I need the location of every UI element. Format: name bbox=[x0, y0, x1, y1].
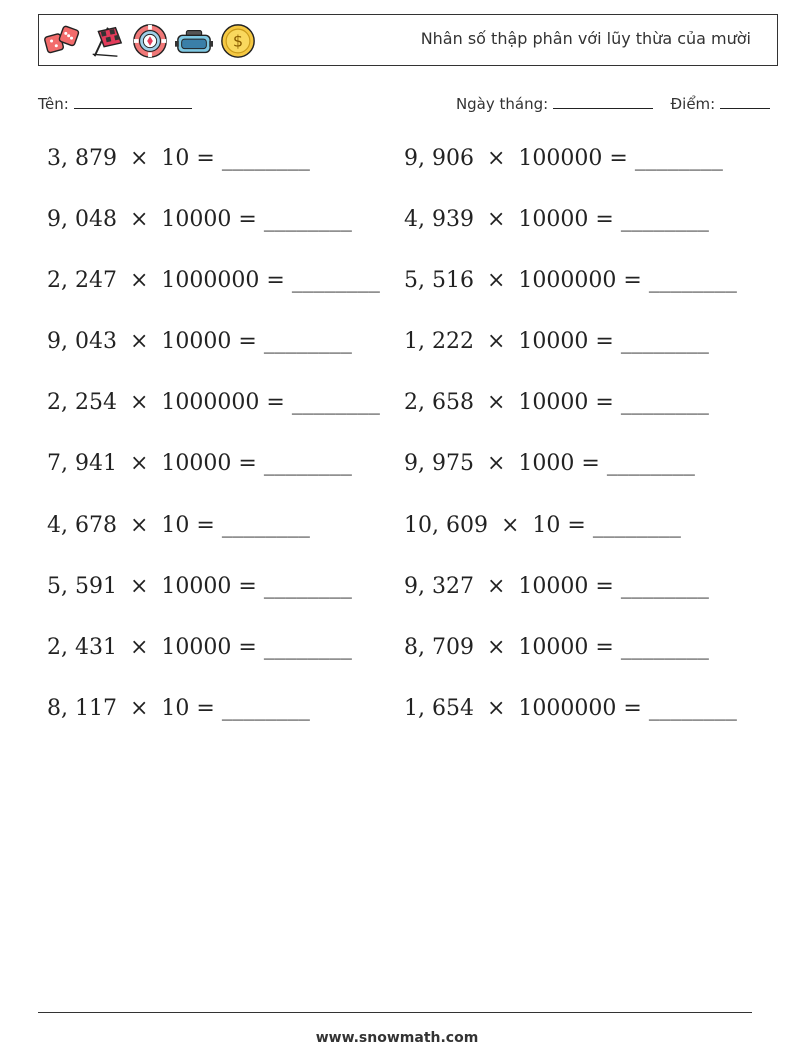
equals-symbol: = bbox=[595, 634, 614, 660]
equals-symbol: = bbox=[595, 390, 614, 416]
problem-left bbox=[47, 513, 310, 538]
equals-symbol: = bbox=[196, 146, 215, 171]
coin-icon bbox=[219, 22, 257, 60]
problem-right bbox=[404, 329, 709, 354]
decimal-value: 4, 939 bbox=[404, 207, 474, 233]
power-of-ten: 10000 bbox=[518, 390, 589, 416]
problem-right bbox=[404, 207, 709, 232]
decimal-value: 9, 327 bbox=[404, 573, 474, 599]
decimal-value: 2, 247 bbox=[47, 268, 117, 294]
answer-blank[interactable]: ________ bbox=[648, 268, 737, 294]
problem-left bbox=[47, 146, 310, 171]
power-of-ten: 10000 bbox=[161, 329, 232, 355]
power-of-ten: 100000 bbox=[518, 146, 603, 171]
answer-blank[interactable]: ________ bbox=[291, 390, 380, 416]
times-symbol: × bbox=[486, 146, 506, 171]
equals-symbol: = bbox=[196, 695, 215, 721]
power-of-ten: 1000 bbox=[518, 451, 575, 477]
problem-left bbox=[47, 268, 380, 293]
worksheet-header bbox=[38, 14, 778, 66]
answer-blank[interactable]: ________ bbox=[606, 451, 695, 477]
date-blank[interactable] bbox=[553, 94, 653, 109]
times-symbol: × bbox=[129, 695, 149, 721]
problem-row bbox=[0, 629, 794, 690]
problem-row bbox=[0, 323, 794, 384]
times-symbol: × bbox=[486, 451, 506, 477]
decimal-value: 1, 222 bbox=[404, 329, 474, 355]
decimal-value: 2, 658 bbox=[404, 390, 474, 416]
date-score-fields bbox=[456, 94, 770, 113]
decimal-value: 9, 906 bbox=[404, 146, 474, 171]
problem-row bbox=[0, 507, 794, 568]
power-of-ten: 10000 bbox=[518, 573, 589, 599]
times-symbol: × bbox=[500, 512, 520, 538]
answer-blank[interactable]: ________ bbox=[634, 146, 723, 171]
power-of-ten: 1000000 bbox=[161, 390, 260, 416]
problem-right bbox=[404, 696, 737, 721]
power-of-ten: 10000 bbox=[518, 634, 589, 660]
equals-symbol: = bbox=[238, 207, 257, 233]
answer-blank[interactable]: ________ bbox=[620, 390, 709, 416]
decimal-value: 10, 609 bbox=[404, 512, 488, 538]
equals-symbol: = bbox=[238, 573, 257, 599]
decimal-value: 4, 678 bbox=[47, 512, 117, 538]
times-symbol: × bbox=[129, 451, 149, 477]
problem-left bbox=[47, 451, 352, 476]
racing-flag-icon bbox=[87, 22, 125, 60]
equals-symbol: = bbox=[567, 512, 586, 538]
problem-row bbox=[0, 690, 794, 751]
answer-blank[interactable]: ________ bbox=[221, 512, 310, 538]
dice-icon bbox=[43, 22, 81, 60]
problem-left bbox=[47, 635, 352, 660]
times-symbol: × bbox=[486, 329, 506, 355]
times-symbol: × bbox=[486, 268, 506, 294]
decimal-value: 1, 654 bbox=[404, 695, 474, 721]
power-of-ten: 10 bbox=[161, 695, 190, 721]
equals-symbol: = bbox=[581, 451, 600, 477]
answer-blank[interactable]: ________ bbox=[291, 268, 380, 294]
answer-blank[interactable]: ________ bbox=[648, 695, 737, 721]
equals-symbol: = bbox=[623, 268, 642, 294]
power-of-ten: 10000 bbox=[161, 634, 232, 660]
name-label: Tên: bbox=[38, 95, 69, 113]
vr-headset-icon bbox=[175, 22, 213, 60]
times-symbol: × bbox=[129, 512, 149, 538]
equals-symbol: = bbox=[238, 451, 257, 477]
name-field bbox=[38, 94, 192, 113]
score-blank[interactable] bbox=[720, 94, 770, 109]
answer-blank[interactable]: ________ bbox=[263, 329, 352, 355]
decimal-value: 5, 591 bbox=[47, 573, 117, 599]
problem-right bbox=[404, 574, 709, 599]
times-symbol: × bbox=[129, 207, 149, 233]
answer-blank[interactable]: ________ bbox=[620, 329, 709, 355]
footer-divider bbox=[38, 1012, 752, 1013]
problem-row bbox=[0, 568, 794, 629]
problem-left bbox=[47, 329, 352, 354]
equals-symbol: = bbox=[266, 390, 285, 416]
power-of-ten: 1000000 bbox=[161, 268, 260, 294]
power-of-ten: 10 bbox=[532, 512, 561, 538]
times-symbol: × bbox=[486, 695, 506, 721]
problem-row bbox=[0, 201, 794, 262]
problem-row bbox=[0, 384, 794, 445]
equals-symbol: = bbox=[595, 329, 614, 355]
name-blank[interactable] bbox=[74, 94, 192, 109]
power-of-ten: 10000 bbox=[161, 207, 232, 233]
power-of-ten: 10000 bbox=[161, 573, 232, 599]
decimal-value: 2, 254 bbox=[47, 390, 117, 416]
equals-symbol: = bbox=[595, 573, 614, 599]
times-symbol: × bbox=[129, 573, 149, 599]
power-of-ten: 10 bbox=[161, 146, 190, 171]
power-of-ten: 1000000 bbox=[518, 268, 617, 294]
decimal-value: 8, 709 bbox=[404, 634, 474, 660]
problem-right bbox=[404, 268, 737, 293]
answer-blank[interactable]: ________ bbox=[221, 695, 310, 721]
answer-blank[interactable]: ________ bbox=[263, 573, 352, 599]
times-symbol: × bbox=[486, 634, 506, 660]
times-symbol: × bbox=[129, 390, 149, 416]
decimal-value: 5, 516 bbox=[404, 268, 474, 294]
power-of-ten: 1000000 bbox=[518, 695, 617, 721]
svg-text:$: $ bbox=[232, 31, 244, 51]
equals-symbol: = bbox=[238, 329, 257, 355]
answer-blank[interactable]: ________ bbox=[263, 207, 352, 233]
date-label: Ngày tháng: bbox=[455, 95, 549, 113]
answer-blank[interactable]: ________ bbox=[620, 573, 709, 599]
problem-left bbox=[47, 574, 352, 599]
problem-left bbox=[47, 390, 380, 415]
times-symbol: × bbox=[129, 268, 149, 294]
poker-chip-icon bbox=[131, 22, 169, 60]
problem-right bbox=[404, 513, 681, 538]
times-symbol: × bbox=[486, 207, 506, 233]
equals-symbol: = bbox=[609, 146, 628, 171]
decimal-value: 3, 879 bbox=[47, 146, 117, 171]
times-symbol: × bbox=[129, 329, 149, 355]
problem-grid bbox=[0, 140, 794, 751]
problem-left bbox=[47, 207, 352, 232]
answer-blank[interactable]: ________ bbox=[221, 146, 310, 171]
decimal-value: 7, 941 bbox=[47, 451, 117, 477]
power-of-ten: 10000 bbox=[161, 451, 232, 477]
answer-blank[interactable]: ________ bbox=[263, 451, 352, 477]
problem-right bbox=[404, 451, 695, 476]
problem-right bbox=[404, 390, 709, 415]
problem-row bbox=[0, 262, 794, 323]
decimal-value: 9, 975 bbox=[404, 451, 474, 477]
times-symbol: × bbox=[129, 146, 149, 171]
times-symbol: × bbox=[129, 634, 149, 660]
footer-site: www.snowmath.com bbox=[315, 1030, 479, 1046]
problem-right bbox=[404, 635, 709, 660]
power-of-ten: 10 bbox=[161, 512, 190, 538]
power-of-ten: 10000 bbox=[518, 329, 589, 355]
problem-row bbox=[0, 140, 794, 201]
times-symbol: × bbox=[486, 573, 506, 599]
decimal-value: 8, 117 bbox=[47, 695, 117, 721]
decimal-value: 9, 048 bbox=[47, 207, 117, 233]
decimal-value: 9, 043 bbox=[47, 329, 117, 355]
times-symbol: × bbox=[486, 390, 506, 416]
answer-blank[interactable]: ________ bbox=[620, 634, 709, 660]
problem-row bbox=[0, 445, 794, 506]
header-icons bbox=[43, 21, 257, 61]
decimal-value: 2, 431 bbox=[47, 634, 117, 660]
equals-symbol: = bbox=[623, 695, 642, 721]
equals-symbol: = bbox=[196, 512, 215, 538]
answer-blank[interactable]: ________ bbox=[620, 207, 709, 233]
worksheet-title: Nhân số thập phân với lũy thừa của mười bbox=[420, 29, 751, 48]
answer-blank[interactable]: ________ bbox=[592, 512, 681, 538]
answer-blank[interactable]: ________ bbox=[263, 634, 352, 660]
equals-symbol: = bbox=[266, 268, 285, 294]
problem-left bbox=[47, 696, 310, 721]
equals-symbol: = bbox=[238, 634, 257, 660]
power-of-ten: 10000 bbox=[518, 207, 589, 233]
score-label: Điểm: bbox=[670, 95, 716, 113]
equals-symbol: = bbox=[595, 207, 614, 233]
problem-right bbox=[404, 146, 723, 171]
